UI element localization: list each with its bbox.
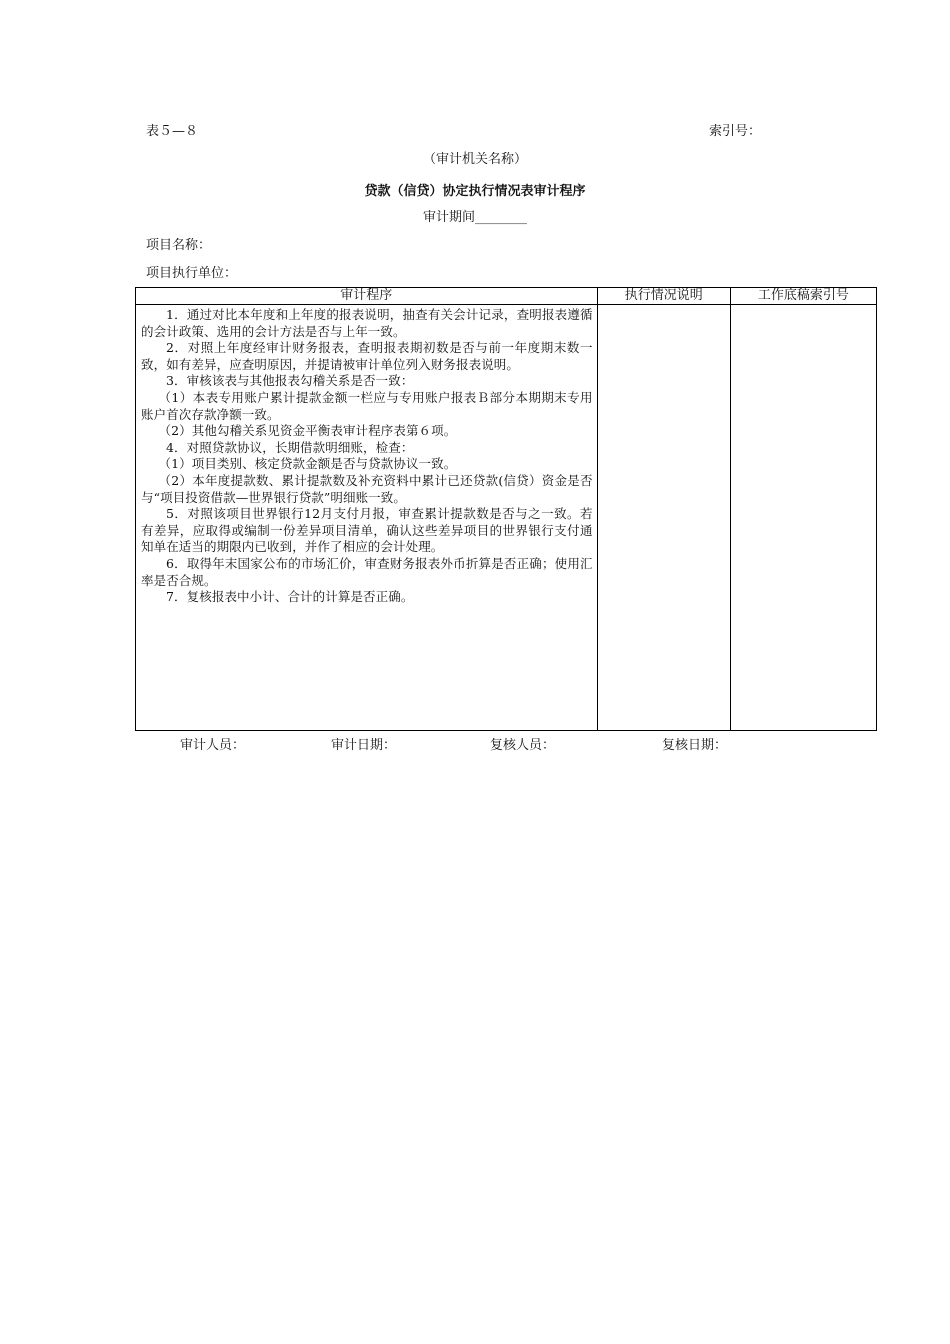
document-title: 贷款（信贷）协定执行情况表审计程序 [364, 184, 586, 199]
procedure-item: （1）本表专用账户累计提款金额一栏应与专用账户报表Ｂ部分本期期末专用账户首次存款净额一致。 [141, 389, 593, 422]
audit-period: 审计期间________ [422, 210, 527, 225]
procedure-item: 3．审核该表与其他报表勾稽关系是否一致： [166, 373, 414, 389]
project-unit-label: 项目执行单位： [146, 266, 238, 281]
review-date-label: 复核日期： [662, 738, 728, 753]
signature-footer [0, 738, 950, 758]
column-header-procedure: 审计程序 [136, 288, 598, 305]
table-header-row [136, 288, 877, 305]
table-number: 表５—８ [146, 124, 199, 139]
procedure-item: （1）项目类别、核定贷款金额是否与贷款协议一致。 [158, 456, 457, 472]
reviewer-label: 复核人员： [490, 738, 556, 753]
procedure-cell [136, 305, 598, 731]
column-header-workpaper-index: 工作底稿索引号 [730, 288, 876, 305]
procedure-item: 4．对照贷款协议，长期借款明细账，检查： [166, 439, 414, 455]
index-number-label: 索引号： [709, 124, 762, 139]
workpaper-index-cell [730, 305, 876, 731]
column-header-execution: 执行情况说明 [597, 288, 730, 305]
table-body-row [136, 305, 877, 731]
procedure-item: 6．取得年末国家公布的市场汇价，审查财务报表外币折算是否正确；使用汇率是否合规。 [141, 555, 593, 588]
procedure-item: 1．通过对比本年度和上年度的报表说明，抽查有关会计记录，查明报表遵循的会计政策、选用的会计方法是否与上年一致。 [141, 307, 593, 339]
procedure-item: 2．对照上年度经审计财务报表，查明报表期初数是否与前一年度期末数一致，如有差异，应查明原因，并提请被审计单位列入财务报表说明。 [141, 340, 593, 372]
procedure-item: 7．复核报表中小计、合计的计算是否正确。 [166, 589, 414, 605]
audit-date-label: 审计日期： [331, 738, 397, 753]
procedure-item: （2）本年度提款数、累计提款数及补充资料中累计已还贷款(信贷）资金是否与“项目投资借款—世界银行贷款”明细账一致。 [141, 472, 593, 505]
execution-notes-cell [597, 305, 730, 731]
procedure-item: （2）其他勾稽关系见资金平衡表审计程序表第６项。 [158, 423, 457, 439]
project-name-label: 项目名称： [146, 238, 212, 253]
procedure-item: 5．对照该项目世界银行12月支付月报，审查累计提款数是否与之一致。若有差异，应取得或编制一份差异项目清单，确认这些差异项目的世界银行支付通知单在适当的期限内已收到，并作了相应的会计处理。 [141, 506, 593, 555]
audit-organization-name: （审计机关名称） [422, 152, 527, 167]
auditor-label: 审计人员： [180, 738, 246, 753]
audit-procedure-table [135, 287, 877, 731]
